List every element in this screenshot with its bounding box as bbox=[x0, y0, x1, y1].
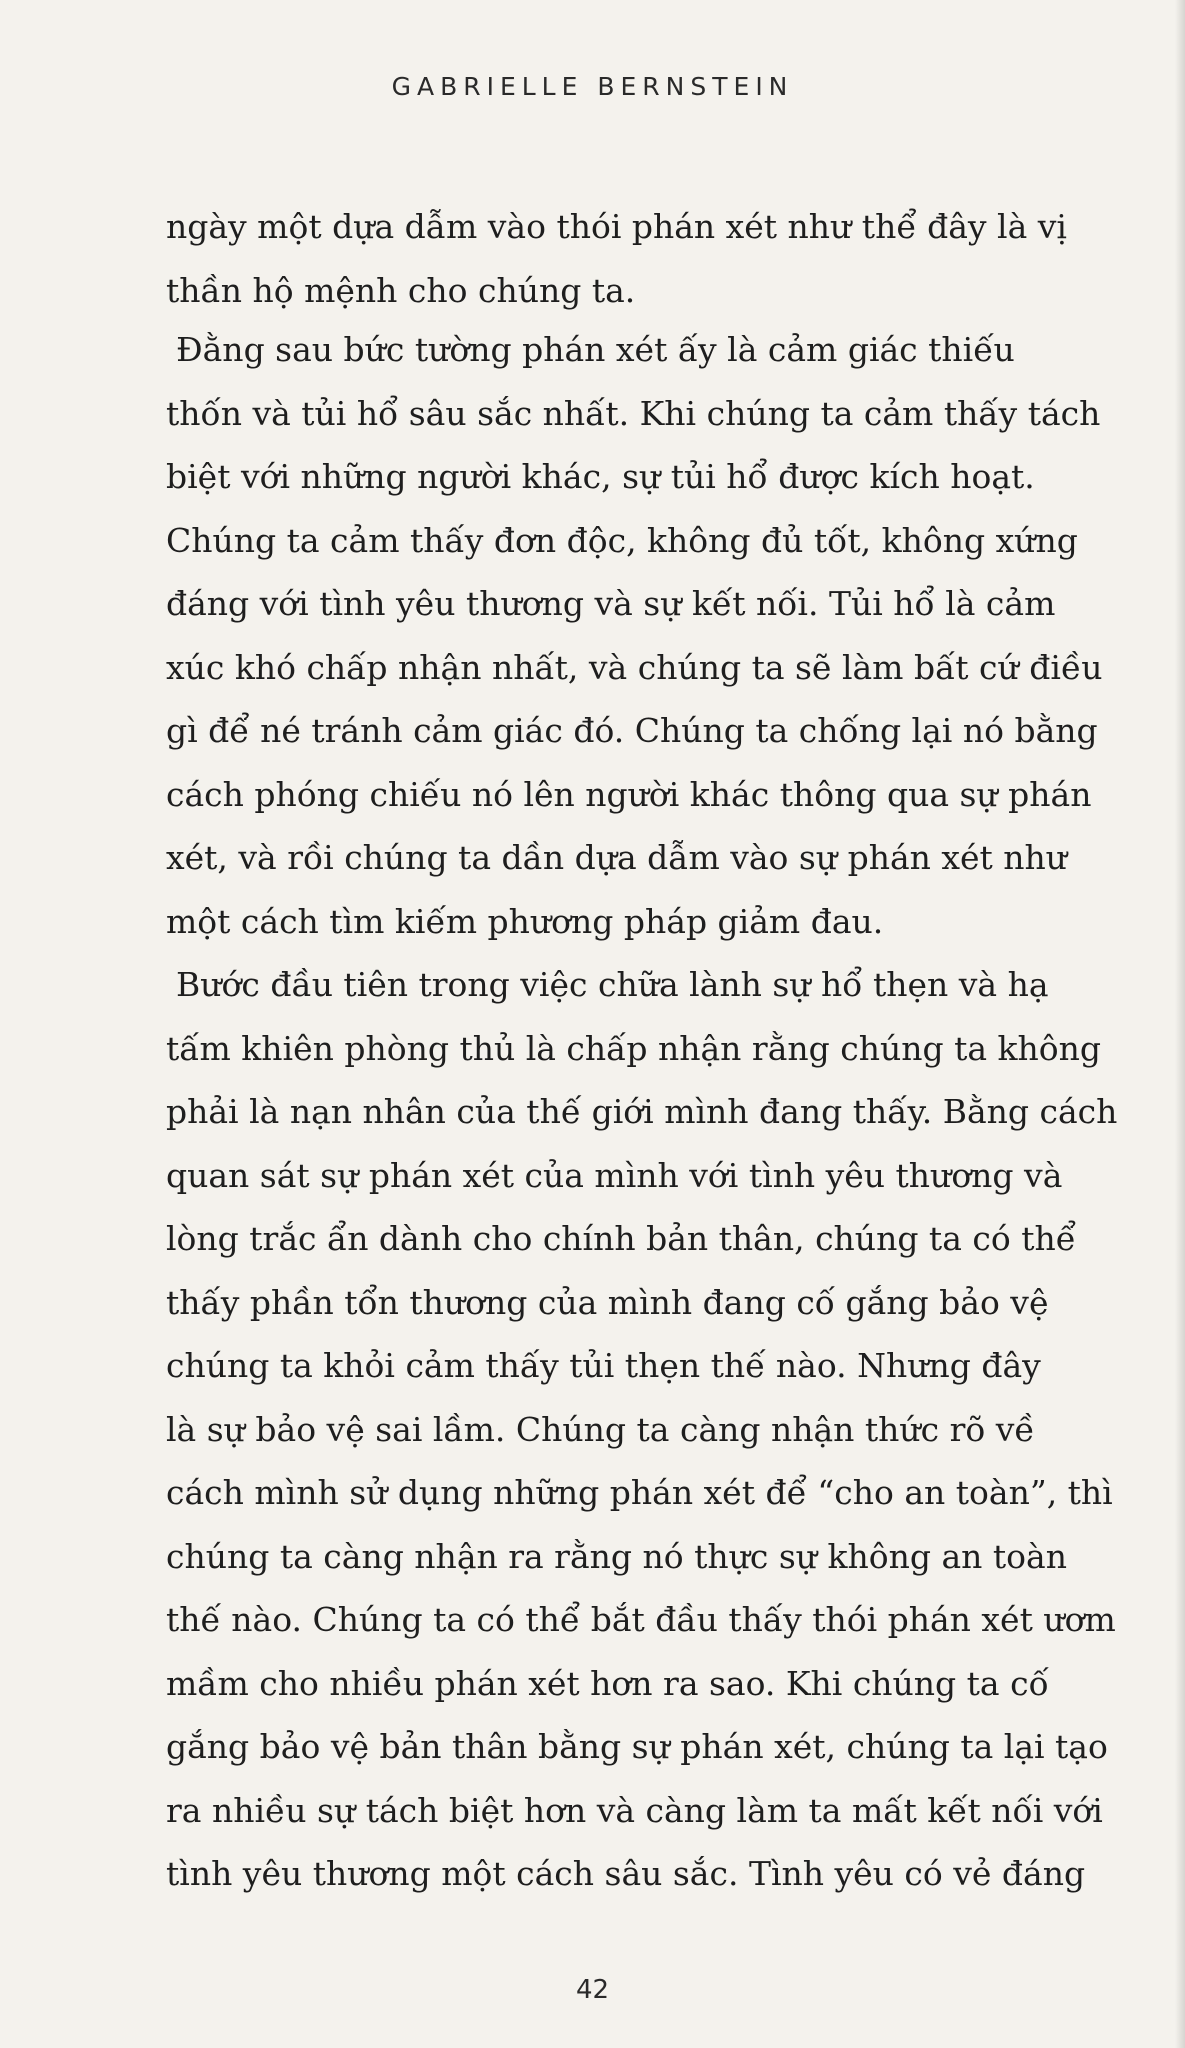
text-line: quan sát sự phán xét của mình với tình yêu thương và bbox=[166, 1155, 1063, 1195]
text-line: chúng ta khỏi cảm thấy tủi thẹn thế nào. Nhưng đây bbox=[166, 1346, 1041, 1385]
text-line: xúc khó chấp nhận nhất, và chúng ta sẽ làm bất cứ điều bbox=[166, 647, 1103, 687]
text-line: thốn và tủi hổ sâu sắc nhất. Khi chúng ta cảm thấy tách bbox=[166, 393, 1101, 433]
text-line: cách mình sử dụng những phán xét để “cho an toàn”, thì bbox=[166, 1473, 1113, 1512]
text-line: Bước đầu tiên trong việc chữa lành sự hổ thẹn và hạ bbox=[176, 965, 1049, 1004]
text-line: mầm cho nhiều phán xét hơn ra sao. Khi chúng ta cố bbox=[166, 1663, 1049, 1703]
body-text bbox=[166, 195, 1118, 1906]
text-line: thế nào. Chúng ta có thể bắt đầu thấy thói phán xét ươm bbox=[166, 1600, 1116, 1639]
text-line: biệt với những người khác, sự tủi hổ được kích hoạt. bbox=[166, 457, 1035, 496]
text-line: Đằng sau bức tường phán xét ấy là cảm giác thiếu bbox=[176, 330, 1015, 369]
text-line: gắng bảo vệ bản thân bằng sự phán xét, chúng ta lại tạo bbox=[166, 1727, 1108, 1766]
text-line: là sự bảo vệ sai lầm. Chúng ta càng nhận thức rõ về bbox=[166, 1409, 1035, 1449]
text-line: phải là nạn nhân của thế giới mình đang thấy. Bằng cách bbox=[166, 1092, 1118, 1131]
text-line: cách phóng chiếu nó lên người khác thông qua sự phán bbox=[166, 774, 1092, 814]
text-line: thần hộ mệnh cho chúng ta. bbox=[166, 270, 636, 310]
text-line: chúng ta càng nhận ra rằng nó thực sự không an toàn bbox=[166, 1536, 1067, 1576]
text-line: tấm khiên phòng thủ là chấp nhận rằng chúng ta không bbox=[166, 1028, 1102, 1068]
running-header-author: GABRIELLE BERNSTEIN bbox=[391, 72, 794, 101]
text-line: thấy phần tổn thương của mình đang cố gắng bảo vệ bbox=[166, 1282, 1049, 1322]
text-line: lòng trắc ẩn dành cho chính bản thân, chúng ta có thể bbox=[166, 1219, 1077, 1258]
text-line: một cách tìm kiếm phương pháp giảm đau. bbox=[166, 901, 884, 941]
page-edge-shadow bbox=[1175, 0, 1185, 2048]
text-line: đáng với tình yêu thương và sự kết nối. Tủi hổ là cảm bbox=[166, 584, 1056, 623]
text-line: tình yêu thương một cách sâu sắc. Tình yêu có vẻ đáng bbox=[166, 1854, 1086, 1893]
text-line: ra nhiều sự tách biệt hơn và càng làm ta mất kết nối với bbox=[166, 1790, 1103, 1830]
text-line: Chúng ta cảm thấy đơn độc, không đủ tốt, không xứng bbox=[166, 520, 1078, 560]
page-number: 42 bbox=[575, 1975, 610, 2005]
text-line: gì để né tránh cảm giác đó. Chúng ta chống lại nó bằng bbox=[166, 711, 1098, 750]
text-line: ngày một dựa dẫm vào thói phán xét như thể đây là vị bbox=[166, 207, 1067, 246]
text-line: xét, và rồi chúng ta dần dựa dẫm vào sự phán xét như bbox=[166, 838, 1068, 877]
